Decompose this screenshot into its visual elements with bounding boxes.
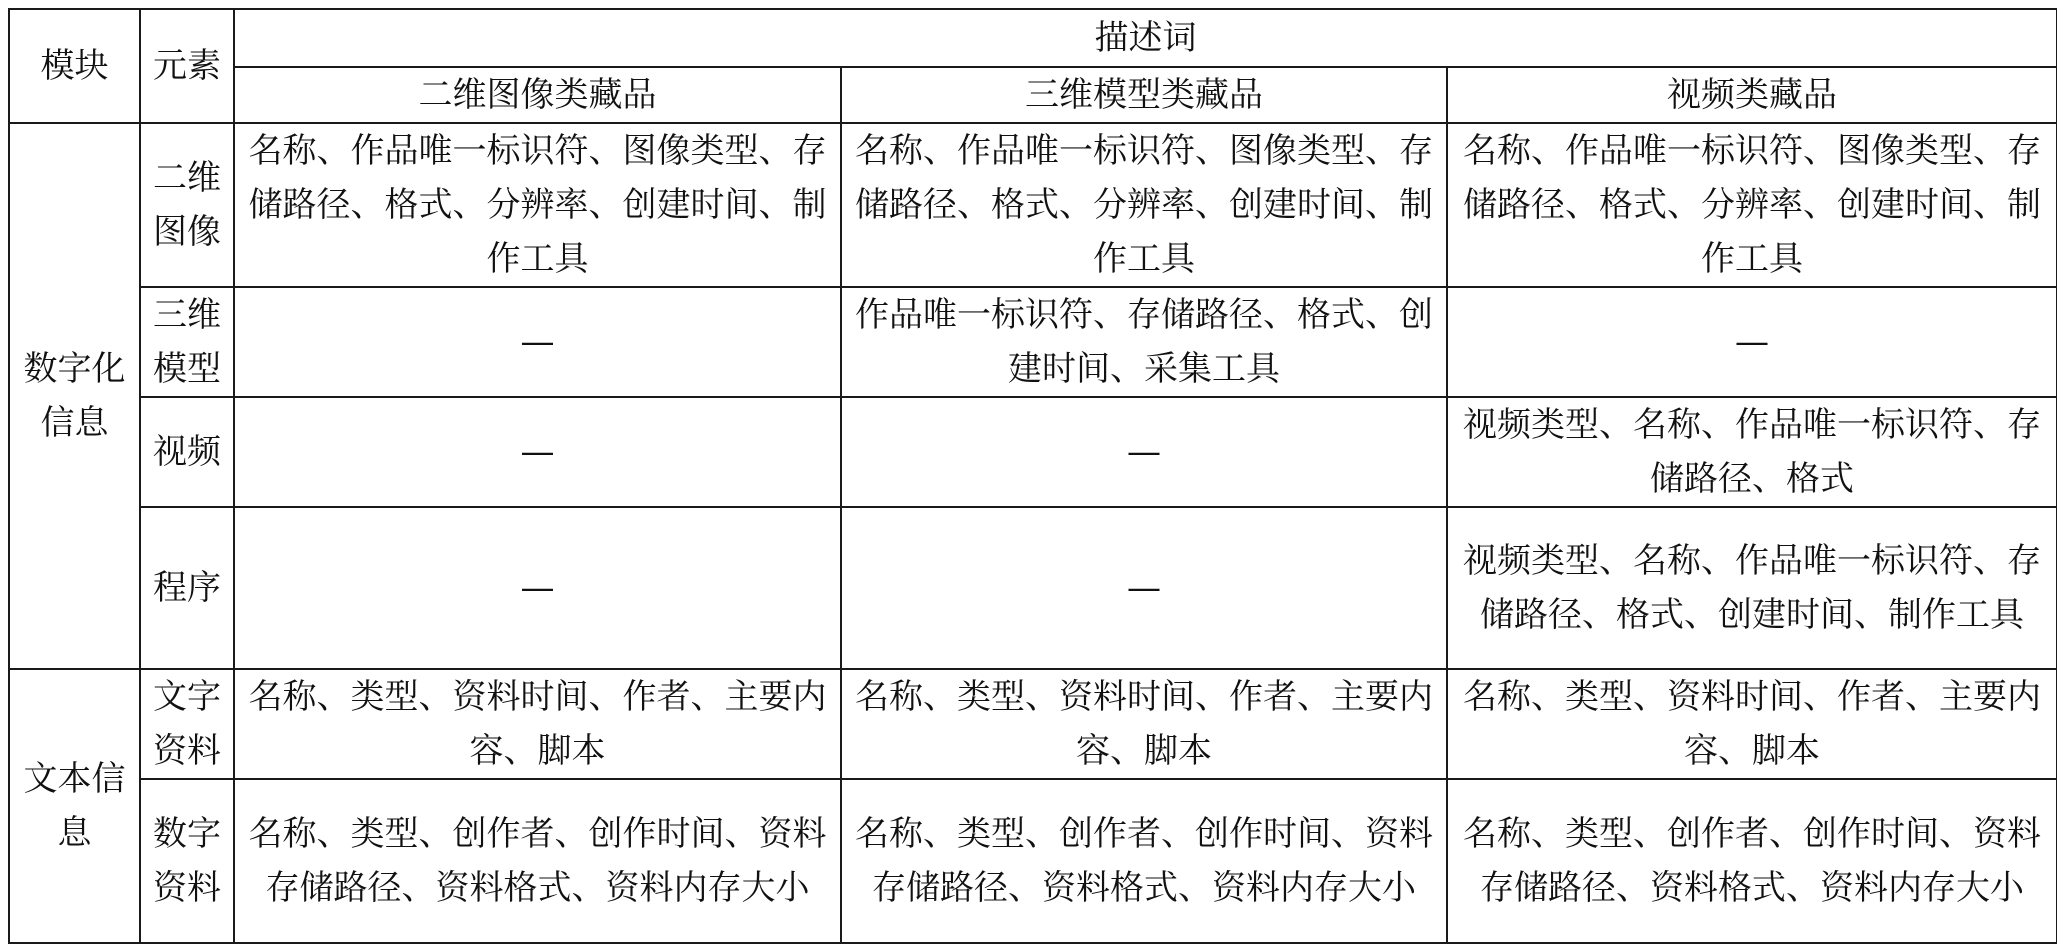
cell-program-video: 视频类型、名称、作品唯一标识符、存储路径、格式、创建时间、制作工具 (1447, 507, 2057, 669)
module-text-info: 文本信息 (9, 669, 140, 943)
cell-video-2d: — (234, 397, 841, 507)
table-row (9, 669, 2057, 779)
header-row-2 (9, 67, 2057, 123)
table-row (9, 507, 2057, 669)
cell-text-doc-2d: 名称、类型、资料时间、作者、主要内容、脚本 (234, 669, 841, 779)
table-row (9, 779, 2057, 943)
module-digital-info: 数字化信息 (9, 123, 140, 669)
cell-video-video: 视频类型、名称、作品唯一标识符、存储路径、格式 (1447, 397, 2057, 507)
element-digital-doc: 数字资料 (140, 779, 234, 943)
header-module: 模块 (9, 9, 140, 123)
header-2d-collection: 二维图像类藏品 (234, 67, 841, 123)
cell-digital-doc-video: 名称、类型、创作者、创作时间、资料存储路径、资料格式、资料内存大小 (1447, 779, 2057, 943)
element-video: 视频 (140, 397, 234, 507)
table-row (9, 123, 2057, 287)
cell-2d-image-video: 名称、作品唯一标识符、图像类型、存储路径、格式、分辨率、创建时间、制作工具 (1447, 123, 2057, 287)
cell-2d-image-2d: 名称、作品唯一标识符、图像类型、存储路径、格式、分辨率、创建时间、制作工具 (234, 123, 841, 287)
header-row-1 (9, 9, 2057, 67)
element-program: 程序 (140, 507, 234, 669)
cell-program-3d: — (841, 507, 1447, 669)
cell-3d-model-2d: — (234, 287, 841, 397)
cell-program-2d: — (234, 507, 841, 669)
cell-video-3d: — (841, 397, 1447, 507)
header-element: 元素 (140, 9, 234, 123)
cell-digital-doc-3d: 名称、类型、创作者、创作时间、资料存储路径、资料格式、资料内存大小 (841, 779, 1447, 943)
cell-digital-doc-2d: 名称、类型、创作者、创作时间、资料存储路径、资料格式、资料内存大小 (234, 779, 841, 943)
cell-text-doc-3d: 名称、类型、资料时间、作者、主要内容、脚本 (841, 669, 1447, 779)
cell-2d-image-3d: 名称、作品唯一标识符、图像类型、存储路径、格式、分辨率、创建时间、制作工具 (841, 123, 1447, 287)
header-descriptor: 描述词 (234, 9, 2057, 67)
element-2d-image: 二维图像 (140, 123, 234, 287)
table-row (9, 397, 2057, 507)
element-text-doc: 文字资料 (140, 669, 234, 779)
cell-3d-model-3d: 作品唯一标识符、存储路径、格式、创建时间、采集工具 (841, 287, 1447, 397)
cell-3d-model-video: — (1447, 287, 2057, 397)
header-video-collection: 视频类藏品 (1447, 67, 2057, 123)
descriptor-table (8, 8, 2057, 944)
header-3d-collection: 三维模型类藏品 (841, 67, 1447, 123)
cell-text-doc-video: 名称、类型、资料时间、作者、主要内容、脚本 (1447, 669, 2057, 779)
table-row (9, 287, 2057, 397)
element-3d-model: 三维模型 (140, 287, 234, 397)
